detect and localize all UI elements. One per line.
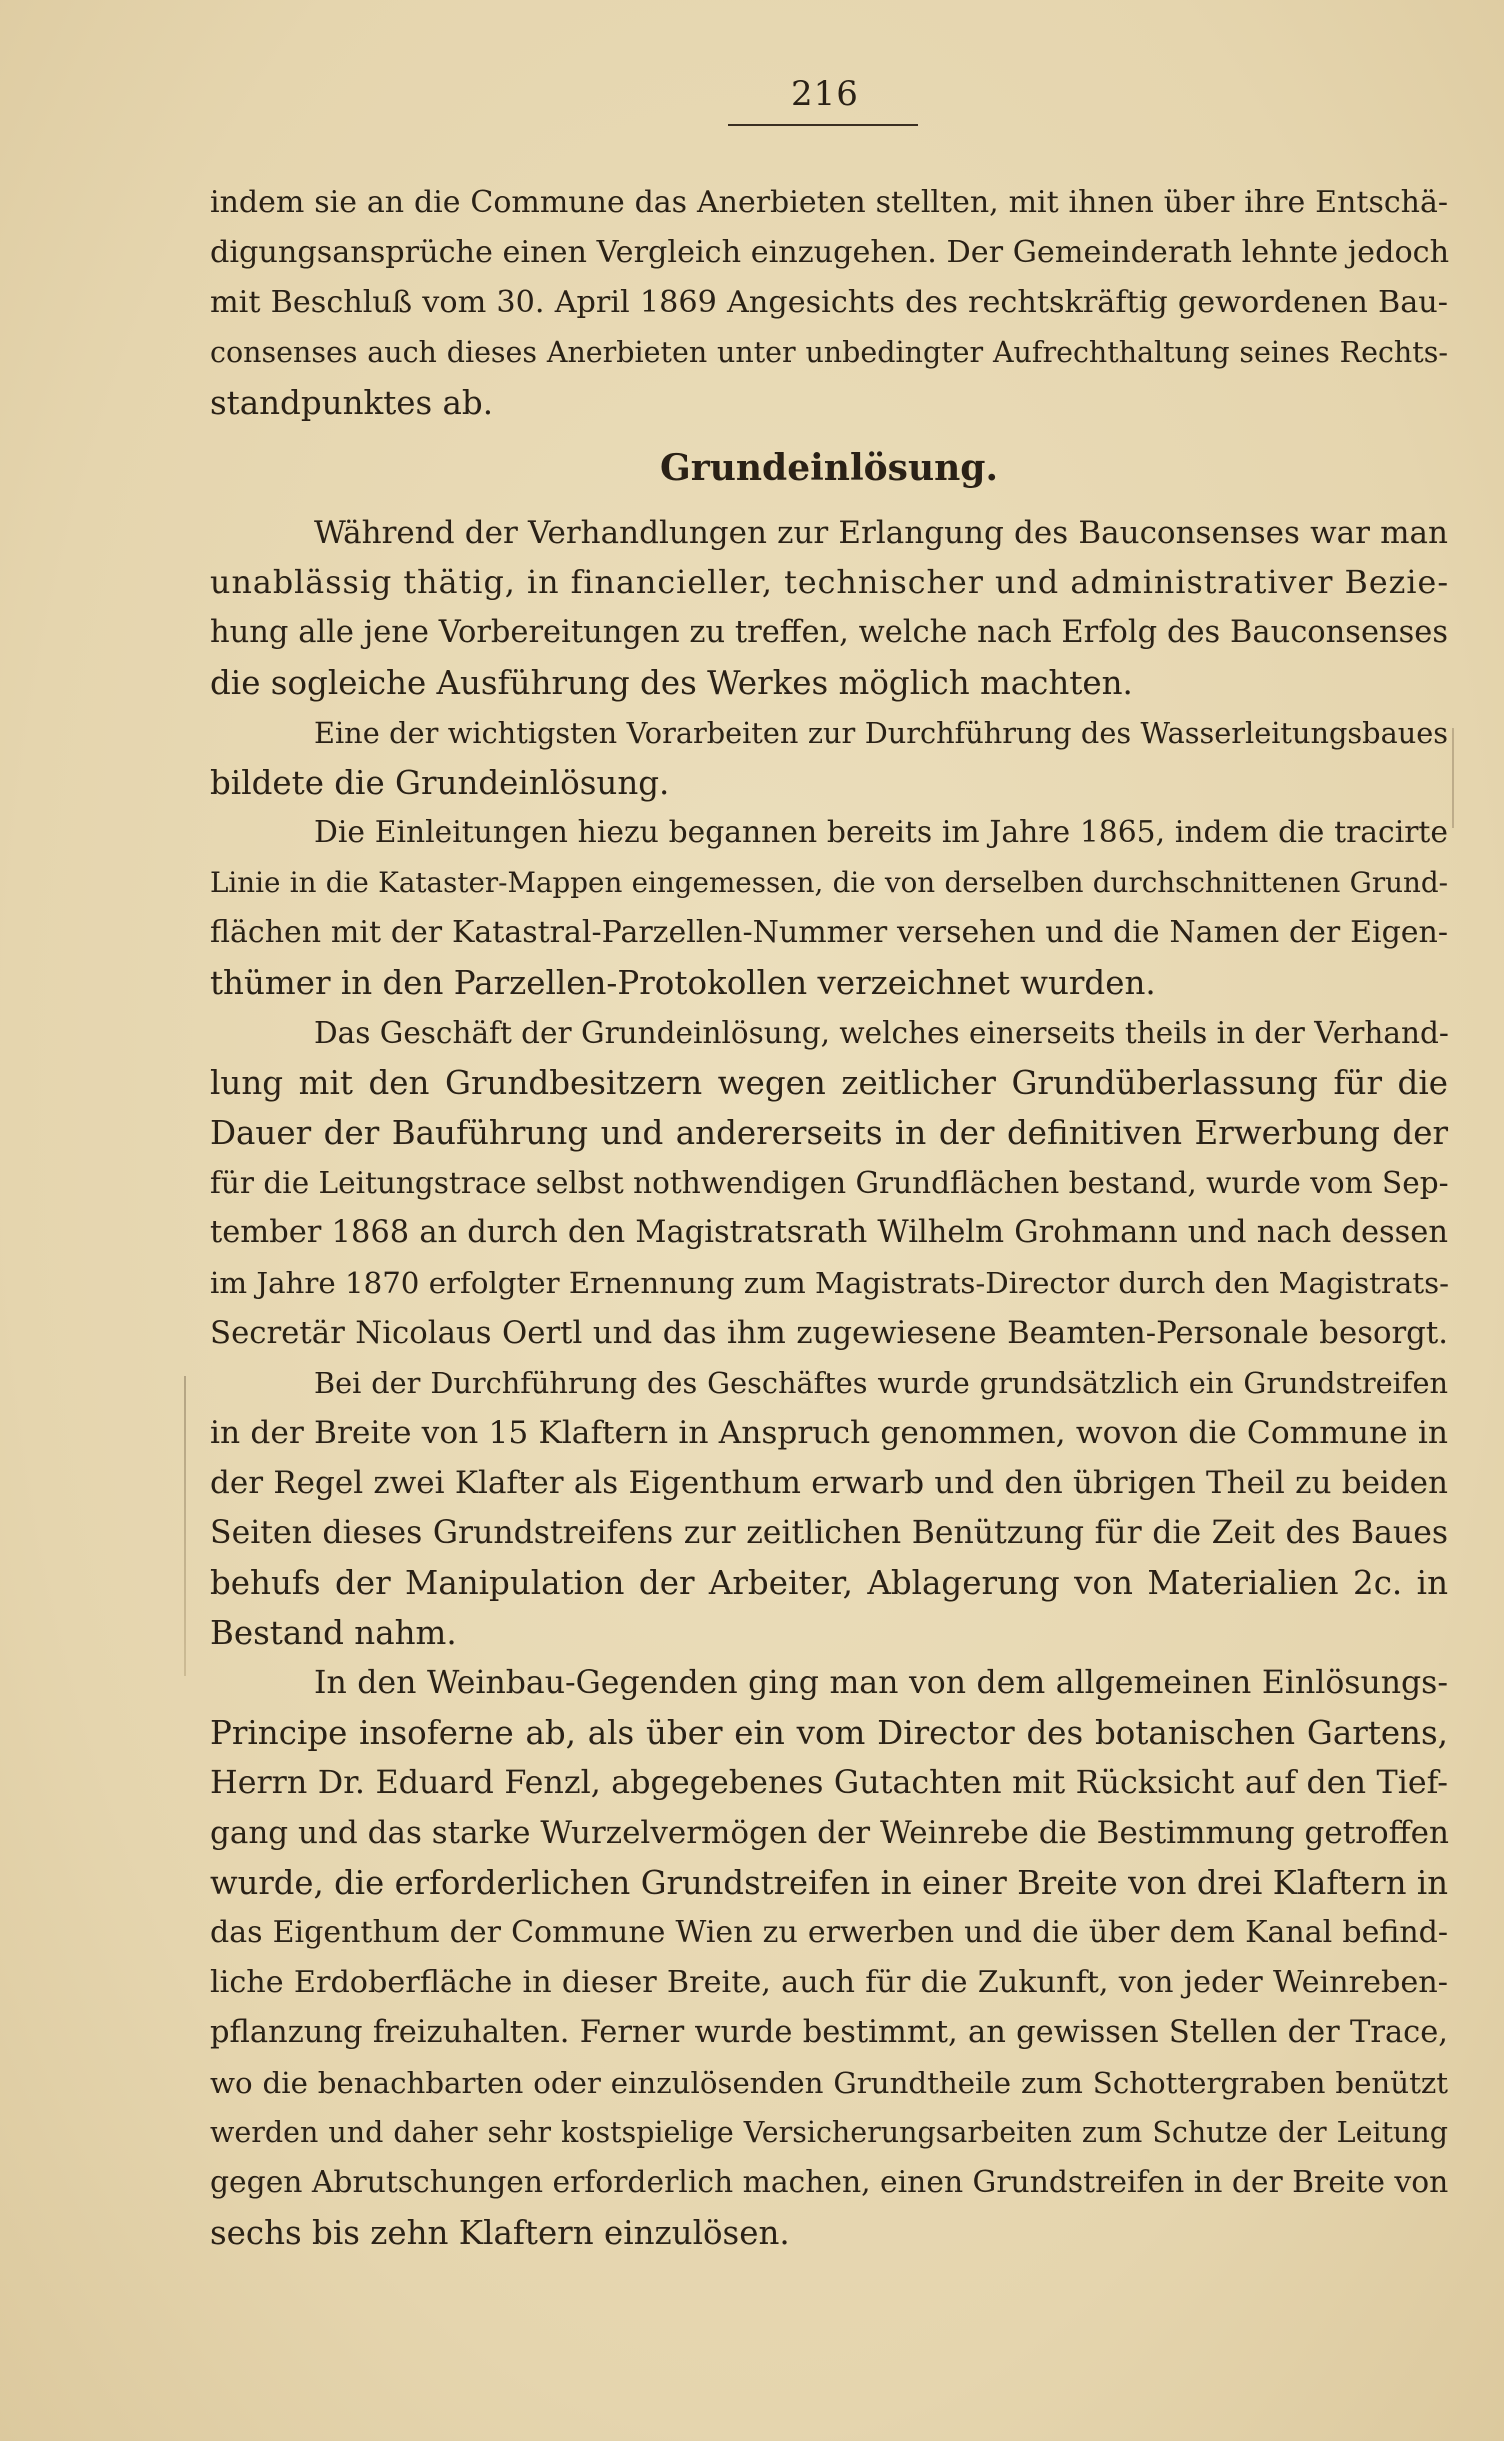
text-line: Bestand nahm. [210,1614,457,1652]
text-line: der Regel zwei Klafter als Eigenthum erwarb und den übrigen Theil zu beiden [210,1465,1448,1501]
text-line: sechs bis zehn Klaftern einzulösen. [210,2214,790,2252]
body-text [210,178,1448,2258]
text-line: indem sie an die Commune das Anerbieten stellten, mit ihnen über ihre Entschä- [210,185,1448,220]
text-line: Seiten dieses Grundstreifens zur zeitlichen Benützung für die Zeit des Baues [210,1515,1448,1551]
text-line: Das Geschäft der Grundeinlösung, welches einerseits theils in der Verhand- [314,1016,1449,1050]
text-line: mit Beschluß vom 30. April 1869 Angesichts des rechtskräftig gewordenen Bau- [210,285,1448,320]
text-line: die sogleiche Ausführung des Werkes möglich machten. [210,664,1133,702]
text-line: Linie in die Kataster-Mappen eingemessen, die von derselben durchschnittenen Grund- [210,866,1448,899]
text-line: das Eigenthum der Commune Wien zu erwerben und die über dem Kanal befind- [210,1915,1448,1950]
text-line: wurde, die erforderlichen Grundstreifen in einer Breite von drei Klaftern in [210,1864,1448,1902]
page-number: 216 [791,74,859,114]
text-line: wo die benachbarten oder einzulösenden Grundtheile zum Schottergraben benützt [210,2066,1448,2100]
text-line: digungsansprüche einen Vergleich einzugehen. Der Gemeinderath lehnte jedoch [210,235,1450,270]
text-line: behufs der Manipulation der Arbeiter, Ablagerung von Materialien 2c. in [210,1564,1448,1602]
text-line: Während der Verhandlungen zur Erlangung des Bauconsenses war man [314,515,1448,551]
text-line: Secretär Nicolaus Oertl und das ihm zugewiesene Beamten-Personale besorgt. [210,1315,1448,1351]
text-line: In den Weinbau-Gegenden ging man von dem allgemeinen Einlösungs- [314,1665,1448,1701]
text-line: hung alle jene Vorbereitungen zu treffen, welche nach Erfolg des Bauconsenses [210,615,1448,650]
text-line: Eine der wichtigsten Vorarbeiten zur Durchführung des Wasserleitungsbaues [314,716,1448,750]
text-line: flächen mit der Katastral-Parzellen-Nummer versehen und die Namen der Eigen- [210,915,1448,950]
text-line: Principe insoferne ab, als über ein vom Director des botanischen Gartens, [210,1714,1448,1752]
pencil-margin-mark-right [1452,728,1454,828]
text-line: liche Erdoberfläche in dieser Breite, auch für die Zukunft, von jeder Weinreben- [210,1965,1448,2000]
text-line: Bei der Durchführung des Geschäftes wurde grundsätzlich ein Grundstreifen [314,1366,1448,1400]
text-line: Dauer der Bauführung und andererseits in der definitiven Erwerbung der [210,1114,1448,1152]
text-line: thümer in den Parzellen-Protokollen verzeichnet wurden. [210,964,1156,1002]
text-line: unablässig thätig, in financieller, technischer und administrativer Bezie- [210,565,1450,601]
text-line: consenses auch dieses Anerbieten unter unbedingter Aufrechthaltung seines Rechts- [210,336,1448,369]
text-line: lung mit den Grundbesitzern wegen zeitlicher Grundüberlassung für die [210,1064,1448,1102]
text-line: in der Breite von 15 Klaftern in Anspruch genommen, wovon die Commune in [210,1415,1448,1451]
text-line: werden und daher sehr kostspielige Versicherungsarbeiten zum Schutze der Leitung [210,2116,1448,2149]
text-line: Herrn Dr. Eduard Fenzl, abgegebenes Gutachten mit Rücksicht auf den Tief- [210,1765,1448,1801]
text-line: tember 1868 an durch den Magistratsrath Wilhelm Grohmann und nach dessen [210,1215,1448,1250]
text-line: gegen Abrutschungen erforderlich machen, einen Grundstreifen in der Breite von [210,2165,1449,2200]
text-line: im Jahre 1870 erfolgter Ernennung zum Magistrats-Director durch den Magistrats- [210,1266,1449,1300]
text-line: Die Einleitungen hiezu begannen bereits im Jahre 1865, indem die tracirte [314,815,1448,850]
text-line: pflanzung freizuhalten. Ferner wurde bestimmt, an gewissen Stellen der Trace, [210,2015,1448,2050]
text-line: für die Leitungstrace selbst nothwendigen Grundflächen bestand, wurde vom Sep- [210,1166,1449,1200]
pencil-margin-mark [184,1376,186,1676]
text-line: gang und das starke Wurzelvermögen der Weinrebe die Bestimmung getroffen [210,1815,1449,1851]
section-heading: Grundeinlösung. [660,447,998,489]
text-line: bildete die Grundeinlösung. [210,764,670,802]
text-line: standpunktes ab. [210,384,494,422]
page-number-rule [728,124,918,126]
